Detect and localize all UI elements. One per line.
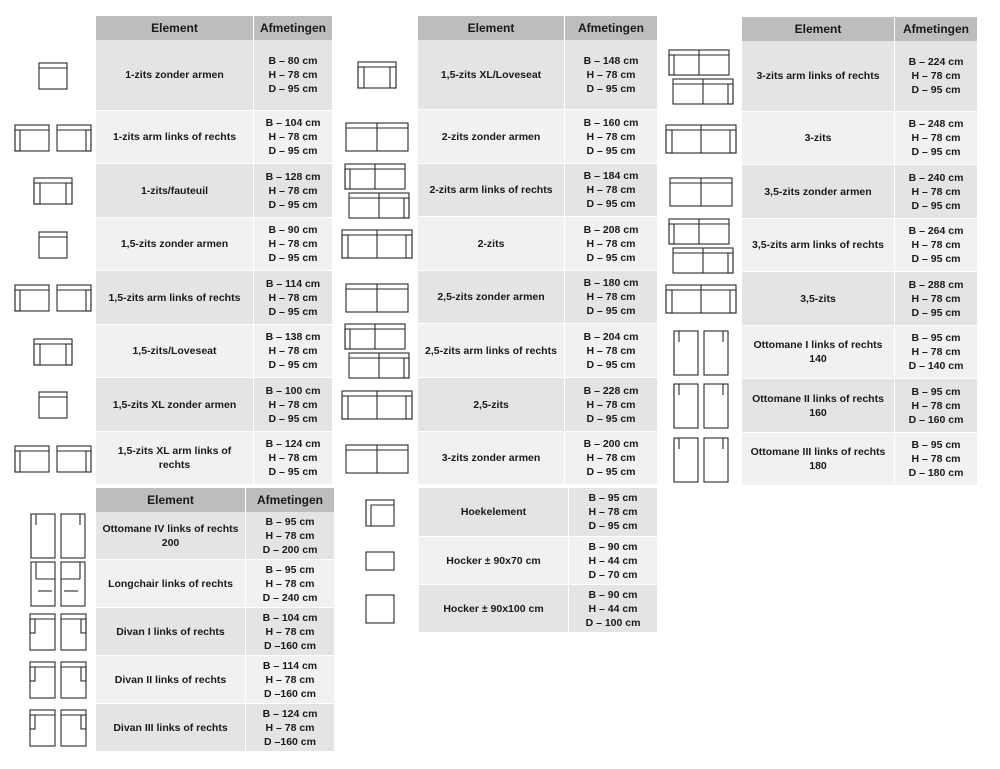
dimension-line: H – 78 cm bbox=[268, 452, 318, 464]
element-dimensions bbox=[254, 40, 332, 110]
dimension-line: H – 78 cm bbox=[268, 398, 318, 411]
table-row bbox=[96, 218, 332, 270]
table-row bbox=[742, 326, 977, 378]
sofa-no-arms-icon bbox=[38, 62, 68, 90]
dimension-line: H – 78 cm bbox=[265, 625, 315, 638]
element-name: 2-zits bbox=[418, 217, 564, 270]
dimension-line: D – 95 cm bbox=[268, 145, 318, 157]
dimension-line: D – 140 cm bbox=[908, 360, 964, 372]
dimension-line: B – 95 cm bbox=[911, 385, 961, 398]
dimension-line: B – 95 cm bbox=[911, 439, 961, 451]
table-row bbox=[96, 271, 332, 324]
dimension-line: D – 95 cm bbox=[268, 252, 318, 264]
dimension-line: B – 124 cm bbox=[262, 707, 318, 720]
table-row bbox=[96, 608, 334, 655]
element-name: 1,5-zits XL zonder armen bbox=[96, 378, 253, 431]
two-seat-one-arm-icon bbox=[668, 218, 734, 274]
dimension-line: D – 100 cm bbox=[585, 616, 641, 629]
dimension-line: B – 124 cm bbox=[265, 438, 321, 450]
element-name: Hocker ± 90x70 cm bbox=[419, 537, 568, 584]
element-dimensions bbox=[565, 164, 657, 216]
two-seat-one-arm-icon bbox=[344, 323, 410, 379]
element-name: 1-zits/fauteuil bbox=[96, 164, 253, 217]
two-seat-one-arm-icon bbox=[668, 49, 734, 105]
element-dimensions bbox=[565, 432, 657, 484]
element-name: 1,5-zits XL arm links of rechts bbox=[96, 432, 253, 484]
element-dimensions bbox=[254, 432, 332, 484]
dimension-line: H – 78 cm bbox=[586, 291, 636, 303]
dimension-line: H – 78 cm bbox=[268, 238, 318, 250]
element-name: Hoekelement bbox=[419, 488, 568, 536]
table-row bbox=[96, 40, 332, 110]
dimension-line: H – 78 cm bbox=[586, 130, 636, 143]
dimension-line: D –160 cm bbox=[264, 639, 316, 652]
dimension-line: B – 224 cm bbox=[908, 56, 964, 68]
element-dimensions bbox=[565, 378, 657, 431]
ottoman-pair-icon bbox=[673, 330, 729, 376]
two-seat-no-arms-icon bbox=[669, 177, 733, 207]
hocker-icon bbox=[365, 551, 395, 571]
dimension-line: D – 95 cm bbox=[268, 466, 318, 478]
table-row bbox=[742, 219, 977, 271]
dimension-line: B – 100 cm bbox=[265, 384, 321, 397]
dimension-line: B – 95 cm bbox=[265, 515, 315, 528]
dimension-line: D – 95 cm bbox=[586, 358, 636, 371]
table-row bbox=[418, 164, 657, 216]
element-dimensions bbox=[895, 112, 977, 164]
column-header-dimensions: Afmetingen bbox=[254, 16, 332, 40]
element-name: 1-zits zonder armen bbox=[96, 40, 253, 110]
dimension-line: D – 180 cm bbox=[908, 467, 964, 479]
armchair-icon bbox=[33, 177, 73, 205]
element-name: Ottomane II links of rechts 160 bbox=[742, 379, 894, 432]
element-name: 1-zits arm links of rechts bbox=[96, 111, 253, 163]
element-dimensions bbox=[254, 271, 332, 324]
dimension-line: B – 114 cm bbox=[262, 659, 318, 672]
dimension-line: B – 180 cm bbox=[583, 277, 639, 289]
dimension-line: D – 95 cm bbox=[586, 251, 636, 264]
dimension-line: B – 288 cm bbox=[908, 278, 964, 291]
dimension-line: B – 264 cm bbox=[908, 225, 964, 237]
column-header-element: Element bbox=[418, 16, 564, 40]
element-name: Hocker ± 90x100 cm bbox=[419, 585, 568, 632]
dimension-line: D – 95 cm bbox=[588, 520, 638, 532]
dimensions-table-4 bbox=[96, 488, 334, 752]
dimension-line: B – 95 cm bbox=[265, 563, 315, 576]
armchair-icon bbox=[33, 338, 73, 366]
two-seat-sofa-icon bbox=[341, 229, 413, 259]
dimension-line: D –160 cm bbox=[264, 735, 316, 748]
element-name: 2,5-zits bbox=[418, 378, 564, 431]
two-seat-one-arm-icon bbox=[344, 163, 410, 219]
armchair-icon bbox=[357, 61, 397, 89]
element-dimensions bbox=[895, 41, 977, 111]
dimension-line: D – 95 cm bbox=[268, 412, 318, 425]
sofa-one-arm-pair-icon bbox=[14, 124, 92, 152]
dimension-line: D – 95 cm bbox=[586, 198, 636, 210]
table-row bbox=[96, 111, 332, 163]
dimension-line: D – 160 cm bbox=[908, 413, 964, 426]
element-name: Ottomane III links of rechts 180 bbox=[742, 433, 894, 485]
dimension-line: H – 78 cm bbox=[268, 345, 318, 357]
dimension-line: H – 78 cm bbox=[586, 184, 636, 196]
element-name: Longchair links of rechts bbox=[96, 560, 245, 607]
element-name: 3-zits bbox=[742, 112, 894, 164]
dimension-line: H – 78 cm bbox=[586, 398, 636, 411]
dimension-line: D – 95 cm bbox=[268, 83, 318, 95]
table-row bbox=[742, 112, 977, 164]
element-name: 2,5-zits arm links of rechts bbox=[418, 324, 564, 377]
element-dimensions bbox=[254, 325, 332, 377]
dimension-line: B – 104 cm bbox=[265, 117, 321, 129]
element-name: Divan II links of rechts bbox=[96, 656, 245, 703]
table-row bbox=[418, 217, 657, 270]
dimension-line: B – 248 cm bbox=[908, 118, 964, 130]
dimension-line: B – 104 cm bbox=[262, 611, 318, 624]
element-dimensions bbox=[895, 165, 977, 218]
longchair-pair-icon bbox=[30, 561, 86, 607]
dimension-line: D – 95 cm bbox=[911, 146, 961, 158]
two-seat-no-arms-icon bbox=[345, 444, 409, 474]
element-dimensions bbox=[246, 608, 334, 655]
element-dimensions bbox=[569, 488, 657, 536]
dimension-line: H – 78 cm bbox=[586, 452, 636, 464]
element-dimensions bbox=[895, 379, 977, 432]
element-name: 2-zits zonder armen bbox=[418, 110, 564, 163]
table-row bbox=[742, 379, 977, 432]
column-header-element: Element bbox=[742, 17, 894, 41]
dimension-line: H – 44 cm bbox=[588, 602, 638, 615]
dimension-line: B – 90 cm bbox=[268, 224, 318, 236]
dimensions-table-2 bbox=[418, 16, 657, 485]
dimensions-table-1 bbox=[96, 16, 332, 485]
dimension-line: H – 78 cm bbox=[268, 291, 318, 304]
dimension-line: D – 95 cm bbox=[268, 198, 318, 211]
dimension-line: H – 78 cm bbox=[911, 292, 961, 305]
dimension-line: D – 95 cm bbox=[911, 84, 961, 96]
two-seat-sofa-icon bbox=[341, 390, 413, 420]
dimension-line: D – 95 cm bbox=[586, 82, 636, 95]
dimension-line: B – 228 cm bbox=[583, 384, 639, 397]
dimension-line: D – 95 cm bbox=[911, 199, 961, 212]
dimension-line: B – 128 cm bbox=[265, 170, 321, 183]
dimension-line: B – 208 cm bbox=[583, 223, 639, 236]
dimension-line: H – 78 cm bbox=[586, 68, 636, 81]
element-dimensions bbox=[246, 560, 334, 607]
table-row bbox=[742, 41, 977, 111]
dimension-line: B – 138 cm bbox=[265, 331, 321, 343]
table-row bbox=[419, 537, 657, 584]
sofa-one-arm-pair-icon bbox=[14, 445, 92, 473]
dimension-line: D – 95 cm bbox=[911, 253, 961, 265]
dimension-line: B – 184 cm bbox=[583, 170, 639, 182]
two-seat-sofa-icon bbox=[665, 284, 737, 314]
element-dimensions bbox=[254, 111, 332, 163]
element-dimensions bbox=[254, 164, 332, 217]
ottoman-pair-icon bbox=[673, 383, 729, 429]
dimension-line: B – 114 cm bbox=[265, 277, 321, 290]
column-header-dimensions: Afmetingen bbox=[565, 16, 657, 40]
dimensions-table-5 bbox=[419, 488, 657, 633]
dimension-line: B – 95 cm bbox=[588, 492, 638, 504]
element-name: Ottomane IV links of rechts 200 bbox=[96, 512, 245, 559]
divan-pair-icon bbox=[29, 661, 87, 699]
dimension-line: D –160 cm bbox=[264, 687, 316, 700]
element-dimensions bbox=[565, 40, 657, 109]
table-row bbox=[96, 656, 334, 703]
table-row bbox=[418, 110, 657, 163]
dimension-line: H – 44 cm bbox=[588, 554, 638, 567]
element-name: 2,5-zits zonder armen bbox=[418, 271, 564, 323]
dimension-line: B – 90 cm bbox=[588, 540, 638, 553]
hocker-square-icon bbox=[365, 594, 395, 624]
table-row bbox=[418, 40, 657, 109]
element-dimensions bbox=[895, 272, 977, 325]
dimension-line: H – 78 cm bbox=[911, 185, 961, 198]
two-seat-no-arms-icon bbox=[345, 122, 409, 152]
element-dimensions bbox=[254, 378, 332, 431]
table-row bbox=[418, 432, 657, 484]
element-name: Divan III links of rechts bbox=[96, 704, 245, 751]
element-dimensions bbox=[565, 217, 657, 270]
dimension-line: D – 70 cm bbox=[588, 568, 638, 581]
element-name: 3,5-zits zonder armen bbox=[742, 165, 894, 218]
element-dimensions bbox=[565, 271, 657, 323]
dimension-line: B – 95 cm bbox=[911, 332, 961, 344]
element-name: 1,5-zits arm links of rechts bbox=[96, 271, 253, 324]
table-row bbox=[96, 704, 334, 751]
column-header-element: Element bbox=[96, 16, 253, 40]
element-name: Ottomane I links of rechts 140 bbox=[742, 326, 894, 378]
dimension-line: D – 95 cm bbox=[586, 305, 636, 317]
dimension-line: B – 80 cm bbox=[268, 55, 318, 67]
dimension-line: B – 200 cm bbox=[583, 438, 639, 450]
element-dimensions bbox=[895, 219, 977, 271]
dimension-line: H – 78 cm bbox=[911, 239, 961, 251]
table-row bbox=[96, 560, 334, 607]
column-header-dimensions: Afmetingen bbox=[895, 17, 977, 41]
element-name: 1,5-zits XL/Loveseat bbox=[418, 40, 564, 109]
element-dimensions bbox=[569, 585, 657, 632]
dimension-line: H – 78 cm bbox=[268, 69, 318, 81]
ottoman-pair-icon bbox=[673, 437, 729, 483]
dimension-line: D – 95 cm bbox=[268, 305, 318, 318]
dimension-line: H – 78 cm bbox=[265, 673, 315, 686]
dimensions-table-3 bbox=[742, 17, 977, 486]
element-name: 3-zits arm links of rechts bbox=[742, 41, 894, 111]
table-row bbox=[96, 512, 334, 559]
dimension-line: D – 95 cm bbox=[911, 306, 961, 319]
element-name: 2-zits arm links of rechts bbox=[418, 164, 564, 216]
dimension-line: H – 78 cm bbox=[911, 399, 961, 412]
two-seat-sofa-icon bbox=[665, 124, 737, 154]
sofa-no-arms-icon bbox=[38, 231, 68, 259]
table-row bbox=[742, 272, 977, 325]
dimension-line: B – 90 cm bbox=[588, 588, 638, 601]
table-row bbox=[96, 432, 332, 484]
dimension-line: H – 78 cm bbox=[911, 132, 961, 144]
dimension-line: B – 204 cm bbox=[583, 330, 639, 343]
table-row bbox=[418, 324, 657, 377]
element-dimensions bbox=[254, 218, 332, 270]
table-row bbox=[419, 488, 657, 536]
dimension-line: D – 240 cm bbox=[262, 591, 318, 604]
dimension-line: B – 148 cm bbox=[583, 54, 639, 67]
table-row bbox=[96, 378, 332, 431]
element-dimensions bbox=[565, 110, 657, 163]
element-dimensions bbox=[246, 512, 334, 559]
element-dimensions bbox=[246, 704, 334, 751]
sofa-no-arms-icon bbox=[38, 391, 68, 419]
sofa-one-arm-pair-icon bbox=[14, 284, 92, 312]
dimension-line: D – 200 cm bbox=[262, 543, 318, 556]
table-row bbox=[742, 433, 977, 485]
dimension-line: H – 78 cm bbox=[268, 184, 318, 197]
element-name: Divan I links of rechts bbox=[96, 608, 245, 655]
element-dimensions bbox=[569, 537, 657, 584]
table-row bbox=[96, 164, 332, 217]
table-row bbox=[742, 165, 977, 218]
dimension-line: B – 240 cm bbox=[908, 171, 964, 184]
corner-element-icon bbox=[365, 499, 395, 527]
column-header-dimensions: Afmetingen bbox=[246, 488, 334, 512]
element-dimensions bbox=[246, 656, 334, 703]
dimension-line: H – 78 cm bbox=[586, 237, 636, 250]
dimension-line: H – 78 cm bbox=[911, 453, 961, 465]
dimension-line: H – 78 cm bbox=[265, 721, 315, 734]
element-name: 3,5-zits arm links of rechts bbox=[742, 219, 894, 271]
dimension-line: D – 95 cm bbox=[268, 359, 318, 371]
dimension-line: H – 78 cm bbox=[586, 344, 636, 357]
two-seat-no-arms-icon bbox=[345, 283, 409, 313]
dimension-line: H – 78 cm bbox=[268, 131, 318, 143]
element-name: 3,5-zits bbox=[742, 272, 894, 325]
element-dimensions bbox=[895, 433, 977, 485]
element-dimensions bbox=[895, 326, 977, 378]
dimension-line: H – 78 cm bbox=[911, 346, 961, 358]
dimension-line: H – 78 cm bbox=[588, 506, 638, 518]
dimension-line: H – 78 cm bbox=[265, 577, 315, 590]
table-row bbox=[96, 325, 332, 377]
dimension-line: D – 95 cm bbox=[586, 412, 636, 425]
dimension-line: B – 160 cm bbox=[583, 116, 639, 129]
dimension-line: H – 78 cm bbox=[265, 529, 315, 542]
element-name: 1,5-zits/Loveseat bbox=[96, 325, 253, 377]
divan-pair-icon bbox=[29, 613, 87, 651]
element-name: 3-zits zonder armen bbox=[418, 432, 564, 484]
dimension-line: H – 78 cm bbox=[911, 70, 961, 82]
dimension-line: D – 95 cm bbox=[586, 466, 636, 478]
element-name: 1,5-zits zonder armen bbox=[96, 218, 253, 270]
dimension-line: D – 95 cm bbox=[586, 144, 636, 157]
table-row bbox=[418, 378, 657, 431]
table-row bbox=[418, 271, 657, 323]
divan-pair-icon bbox=[29, 709, 87, 747]
column-header-element: Element bbox=[96, 488, 245, 512]
ottoman-pair-icon bbox=[30, 513, 86, 559]
element-dimensions bbox=[565, 324, 657, 377]
table-row bbox=[419, 585, 657, 632]
